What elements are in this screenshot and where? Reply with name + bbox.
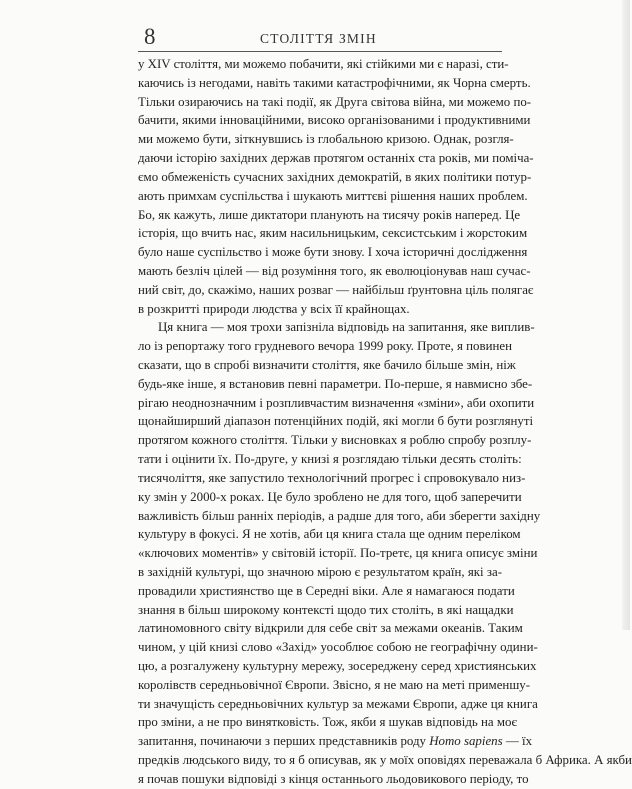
text-line: важливість більш ранніх періодів, а радше для того, аби зберегти західну xyxy=(138,508,541,523)
text-line: ло із репортажу того грудневого вечора 1999 року. Проте, я повинен xyxy=(138,339,512,354)
text-line: сказати, що в спробі визначити століття, яке бачило більше змін, ніж xyxy=(138,358,516,372)
text-line: знання в більш широкому контексті щодо тих століть, в які нащадки xyxy=(138,602,514,617)
text-line: у XIV століття, ми можемо побачити, які стійкими ми є наразі, сти- xyxy=(138,57,509,71)
text-line: провадили християнство ще в Середні віки. Але я намагаюся подати xyxy=(138,583,515,598)
text-line: ти значущість середньовічних культур за межами Європи, адже ця книга xyxy=(138,696,538,711)
running-title: СТОЛІТТЯ ЗМІН xyxy=(260,31,377,46)
text-line: було наше суспільство і може бути знову. І хоча історичні дослідження xyxy=(138,245,528,260)
text-line: в західній культурі, що значною мірою є результатом країн, які за- xyxy=(138,564,502,579)
text-line: культуру в фокусі. Я не хотів, аби ця книга стала ще одним переліком xyxy=(138,527,521,542)
header-rule xyxy=(138,51,502,52)
text-line: Тільки озираючись на такі події, як Друга світова війна, ми можемо по- xyxy=(138,94,532,109)
page-number: 8 xyxy=(144,24,156,49)
text-line: тати і оцінити їх. По-друге, у книзі я розглядаю тільки десять століть: xyxy=(138,452,522,467)
italic-term: Homo sapiens xyxy=(429,734,503,749)
page-edge-shadow xyxy=(622,0,630,630)
text-line: каючись із негодами, навіть такими катастрофічними, як Чорна смерть. xyxy=(138,75,531,90)
text-line: запитання, починаючи з перших представників роду Homo sapiens — їх xyxy=(138,734,533,749)
text-line: щонайширший діапазон потенційних подій, які могли б бути розглянуті xyxy=(138,414,534,429)
text-line: чином, у цій книзі слово «Захід» уособлює собою не географічну одини- xyxy=(138,640,538,655)
text-line: бачити, якими інноваційними, високо організованими і продуктивними xyxy=(138,113,531,128)
text-line: протягом кожного століття. Тільки у висновках я роблю спробу розплу- xyxy=(138,433,532,448)
text-line: історія, що вчить нас, яким насильницьким, сексистським і жорстоким xyxy=(138,226,528,241)
text-line: я почав пошуки відповіді з кінця останнього льодовикового періоду, то xyxy=(138,771,529,786)
text-line: ми можемо бути, зіткнувшись із глобальною кризою. Однак, розгля- xyxy=(138,132,514,147)
text-line: латиномовного світу відкрили для себе світ за межами океанів. Таким xyxy=(138,621,523,636)
text-line: даючи історію західних держав протягом останніх ста років, ми поміча- xyxy=(138,151,534,166)
text-line: про зміни, а не про винятковість. Тож, якби я шукав відповідь на моє xyxy=(138,715,517,730)
text-line: Бо, як кажуть, лише диктатори планують на тисячу років наперед. Це xyxy=(138,207,521,222)
text-line: цю, а розгалужену культурну мережу, зосереджену серед християнських xyxy=(138,659,537,673)
text-line: «ключових моментів» у світовій історії. По-третє, ця книга описує зміни xyxy=(138,546,538,561)
text-line: королівств середньовічної Європи. Звісно, я не маю на меті применшу- xyxy=(138,677,530,692)
body-text xyxy=(138,55,632,789)
text-line: тисячоліття, яке запустило технологічний прогрес і спровокувало низ- xyxy=(138,470,526,485)
text-line: будь-яке інше, я встановив певні параметри. По-перше, я навмисно збе- xyxy=(138,376,533,391)
page-header xyxy=(138,22,502,52)
text-line: рігаю неоднозначним і розпливчастим визначення «зміни», аби охопити xyxy=(138,395,535,410)
text-line: ають примхам суспільства і шукають миттєві рішення наших проблем. xyxy=(138,188,528,203)
text-line: в розкритті природи людства у всіх її крайнощах. xyxy=(138,301,410,316)
text-line: Ця книга — моя трохи запізніла відповідь на запитання, яке виплив- xyxy=(158,320,535,335)
text-line: предків людського виду, то я б описував, як у моїх оповідях переважала б Африка. А якби xyxy=(138,753,632,768)
text-line: ний світ, до, скажімо, наших розваг — найбільш ґрунтовна ціль полягає xyxy=(138,282,534,297)
text-line: ємо обмеженість сучасних західних демократій, в яких політики потур- xyxy=(138,169,532,184)
text-line: ку змін у 2000-х роках. Це було зроблено не для того, щоб заперечити xyxy=(138,489,522,504)
text-line: мають безліч цілей — від розуміння того, як еволюціонував наш сучас- xyxy=(138,263,531,278)
